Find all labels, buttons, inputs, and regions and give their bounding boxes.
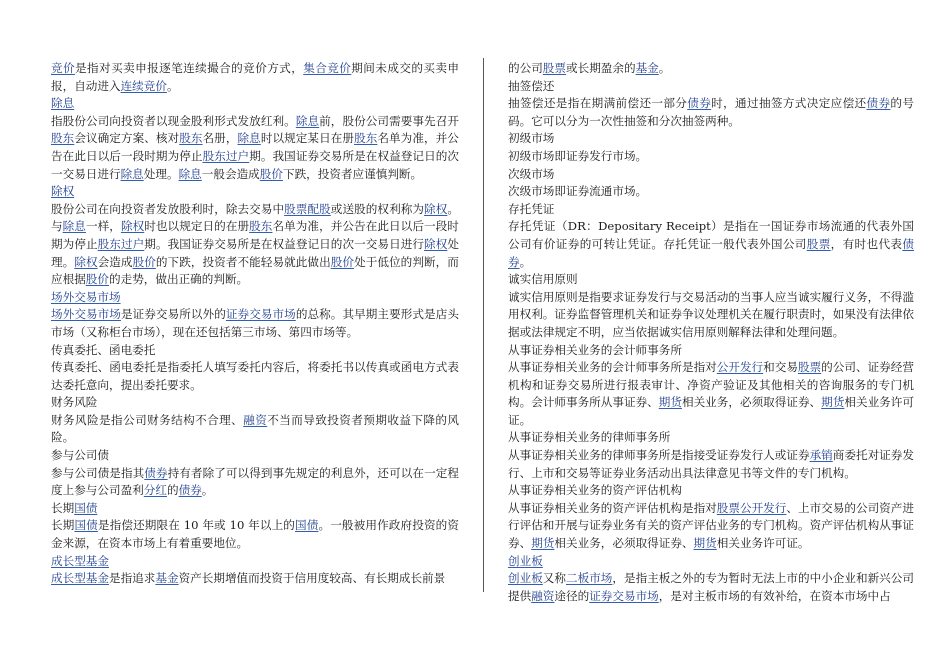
text-run: 参与公司债 [51,448,109,463]
text-run: 期。我国证券交易所是在权益登记日的次一交易日进行 [51,148,459,181]
glossary-entry [51,500,459,553]
glossary-link[interactable]: 股东过户 [97,236,145,251]
text-run: 会造成 [97,254,133,269]
glossary-entry [508,78,914,131]
text-run: 处于低位的判断，而应根据 [51,254,459,287]
entry-definition [508,218,914,271]
entry-term [51,342,459,360]
glossary-entry [508,130,914,165]
entry-term [51,183,459,201]
text-run: 名单为准，并公告在此日以后一段时期为停止 [51,219,459,251]
entry-definition [508,447,914,482]
text-run: 一样， [85,219,121,234]
text-run: 持有者除了可以得到事先规定的利息外，还可以在一定程度上参与公司盈利 [51,465,459,498]
left-column [51,60,459,588]
text-run: 抽签偿还是指在期满前偿还一部分 [508,96,688,111]
text-run: 从事证券相关业务的律师事务所 [508,430,671,445]
text-run: 。一般被用作政府投资的资金来源，在资本市场上有着重要地位。 [51,518,459,551]
continued-definition [51,60,459,95]
text-run: 相关业务，必须取得证券、 [554,536,694,551]
glossary-link[interactable]: 集合竞价 [303,61,352,75]
entry-term [508,166,914,184]
text-run: 、上市交易的公司资产进行评估和开展与证券业务有关的资产评估业务的专门机构。资产评估机构从事证券、 [508,500,914,551]
entry-definition [51,517,459,552]
text-run: 从事证券相关业务的律师事务所是指接受证券发行人或证券 [508,448,810,463]
text-run: 股份公司在向投资者发放股利时，除去交易中 [51,201,285,216]
entry-definition [51,412,459,447]
glossary-link[interactable]: 场外交易市场 [51,307,121,322]
text-run: 诚实信用原则 [508,272,578,287]
text-run: 。 [658,61,671,75]
glossary-link[interactable]: 证券交易市场 [225,307,296,322]
glossary-link[interactable]: 除息 [295,113,320,128]
text-run: 从事证券相关业务的资产评估机构是指对 [508,500,717,515]
text-run: 或送股的权利称为 [330,201,425,216]
text-run: 指股份公司向投资者以现金股利形式发放红利。 [51,113,296,128]
text-run: 长期 [51,500,75,515]
text-run: 会议确定方案、核对 [74,131,180,146]
glossary-entry [51,183,459,289]
glossary-link[interactable]: 除权 [424,201,448,216]
glossary-link[interactable]: 基金 [635,61,659,75]
text-run: 的号码。它可以分为一次性抽签和分次抽签两种。 [508,96,914,128]
text-run: 是指追求 [108,571,156,586]
text-run: 从事证券相关业务的资产评估机构 [508,483,682,498]
glossary-link[interactable]: 除权 [74,254,98,269]
entry-definition [508,148,914,166]
entry-definition [51,306,459,341]
text-run: 的下跌，投资者不能轻易就此做出 [155,254,331,269]
entry-definition [508,95,914,130]
entry-term [508,78,914,96]
glossary-link[interactable]: 债券 [866,96,891,111]
entry-term [51,447,459,465]
text-run: 和交易 [763,360,798,375]
glossary-entry [508,166,914,201]
glossary-link[interactable]: 国债 [295,518,319,533]
entry-term [508,342,914,360]
text-run: 相关业务许可证。 [508,395,914,427]
entry-definition [508,359,914,429]
text-run: 是证券交易所以外的 [120,307,226,322]
glossary-link[interactable]: 除权 [120,219,145,234]
text-run: 是指偿还期限在 10 年或 10 年以上的 [97,518,296,533]
glossary-link[interactable]: 股价 [259,166,283,181]
text-run: 财务风险是指公司财务结构不合理、 [51,412,244,427]
glossary-link[interactable]: 股东过户 [202,148,250,163]
text-run: ，有时也代表 [830,236,903,251]
text-run: 的总称。其早期主要形式是店头市场（又称柜台市场），现在还包括第三市场、第四市场等。 [51,307,459,339]
glossary-link[interactable]: 创业板 [508,553,543,568]
glossary-link[interactable]: 基金 [155,571,179,586]
glossary-entry [51,342,459,395]
text-run: 时以规定某日在册 [260,131,355,146]
text-run: 初级市场即证券发行市场。 [508,148,648,163]
glossary-link[interactable]: 期货 [693,536,717,551]
text-run: 时，通过抽签方式决定应偿还 [711,96,867,111]
text-run: 是指对买卖申报逐笔连续撮合的竞价方式， [75,61,304,75]
text-run: 相关业务许可证。 [716,536,810,551]
glossary-link[interactable]: 债券 [687,96,712,111]
glossary-link[interactable]: 除息 [62,219,86,234]
glossary-link[interactable]: 除息 [120,166,144,181]
glossary-link[interactable]: 证券交易市场 [589,588,659,603]
glossary-link[interactable]: 股票 [797,360,822,375]
entry-definition [51,570,459,588]
entry-definition [51,465,459,500]
glossary-entry [508,429,914,482]
text-run: 的公司 [508,61,543,75]
glossary-link[interactable]: 债券 [144,465,168,480]
glossary-entry [51,95,459,183]
text-run: 。 [166,78,179,93]
glossary-entry [51,289,459,342]
text-run: 传真委托、函电委托 [51,342,156,357]
glossary-link[interactable]: 股票配股 [284,201,331,216]
entry-definition [508,500,914,553]
entry-definition [508,570,914,605]
text-run: 从事证券相关业务的会计师事务所是指对 [508,360,717,375]
text-run: 商委托对证券发行、上市和交易等证券业务活动出具法律意见书等文件的专门机构。 [508,448,914,480]
text-run: 。 [519,254,532,269]
glossary-entry [508,482,914,552]
glossary-link[interactable]: 公开发行 [716,360,764,375]
text-run: 相关业务，必须取得证券、 [681,395,822,410]
glossary-link[interactable]: 期货 [821,395,845,410]
glossary-link[interactable]: 国债 [74,518,98,533]
text-run: ，是对主板市场的有效补给，在资本市场中占 [658,588,891,603]
glossary-link[interactable]: 成长型基金 [51,571,109,586]
glossary-link[interactable]: 股东 [249,219,273,234]
glossary-link[interactable]: 除息 [51,96,75,111]
glossary-link[interactable]: 除息 [178,166,202,181]
glossary-link[interactable]: 期货 [658,395,682,410]
entry-term [508,130,914,148]
text-run: 从事证券相关业务的会计师事务所 [508,342,682,357]
glossary-entry [51,447,459,500]
glossary-link[interactable]: 竞价 [51,61,76,75]
glossary-link[interactable]: 融资 [243,412,268,427]
text-run: 途径的 [554,588,590,603]
text-run: 一般会造成 [201,166,260,181]
entry-term [508,201,914,219]
glossary-entry [508,553,914,606]
text-run: 参与公司债是指其 [51,465,145,480]
text-run: 名单为准，并公告在此日以后一段时期为停止 [51,131,459,163]
glossary-link[interactable]: 场外交易市场 [51,289,121,304]
glossary-entry [508,201,914,271]
text-run: 的公司、证券经营机构和证券交易所进行报表审计、净资产验证及其他相关的咨询服务的专门机构。会计师事务所从事证券、 [508,360,914,410]
text-run: 或长期盈余的 [566,61,636,75]
glossary-link[interactable]: 国债 [74,500,98,515]
text-run: 的走势，做出正确的判断。 [109,272,249,287]
entry-definition [51,359,459,394]
glossary-link[interactable]: 连续竞价 [120,78,167,93]
text-run: 时也以规定日的在册 [144,219,250,234]
glossary-entry [508,342,914,430]
entry-definition [51,201,459,289]
text-run: 下跌，投资者应谨慎判断。 [282,166,423,181]
glossary-link[interactable]: 股东 [354,131,378,146]
text-run: 次级市场即证券流通市场。 [508,184,648,199]
text-run: 传真委托、函电委托是指委托人填写委托内容后，将委托书以传真或函电方式表达委托意向，提出委托要求。 [51,360,459,392]
glossary-link[interactable]: 股东 [51,131,75,146]
entry-term [51,289,459,307]
entry-definition [508,183,914,201]
text-run: 存托凭证 [508,201,555,216]
entry-term [508,271,914,289]
continued-definition [508,60,914,78]
glossary-entry [51,553,459,588]
text-run: 次级市场 [508,166,555,181]
entry-term [508,482,914,500]
text-run: 处理。 [51,236,459,269]
text-run: 期间未成交的买卖申报，自动进入 [51,61,459,93]
text-run: 的 [166,483,179,498]
glossary-link[interactable]: 除权 [51,184,75,199]
glossary-link[interactable]: 股票 [542,61,566,75]
text-run: 名册， [202,131,238,146]
text-run: 。 [201,483,214,498]
text-run: 。与 [51,201,459,234]
text-run: 处理。 [143,166,179,181]
glossary-link[interactable]: 成长型基金 [51,553,109,568]
glossary-link[interactable]: 债券 [508,236,914,269]
text-run: 存托凭证（DR：Depositary Receipt）是指在一国证券市场流通的代表外国公司有价证券的可转让凭证。存托凭证一般代表外国公司 [508,219,914,251]
entry-term [51,95,459,113]
glossary-link[interactable]: 期货 [531,536,555,551]
text-run: 期。我国证券交易所是在权益登记日的次一交易日进行 [144,236,425,251]
entry-term [508,429,914,447]
entry-definition [51,113,459,183]
entry-term [51,553,459,571]
glossary-link[interactable]: 股票 [806,236,831,251]
entry-definition [508,289,914,342]
text-run: 不当而导致投资者预期收益下降的风险。 [51,412,459,445]
glossary-link[interactable]: 除息 [237,131,261,146]
glossary-link[interactable]: 融资 [531,588,555,603]
glossary-link[interactable]: 股价 [85,272,109,287]
glossary-link[interactable]: 股价 [132,254,156,269]
entry-term [51,500,459,518]
glossary-link[interactable]: 债券 [178,483,202,498]
text-run: 资产长期增值而投资于信用度较高、有长期成长前景 [178,571,446,586]
text-run: 又称 [542,571,566,586]
text-run: ，是指主板之外的专为暂时无法上市的中小企业和新兴公司提供 [508,571,914,603]
glossary-link[interactable]: 创业板 [508,571,543,586]
column-divider [483,58,484,592]
glossary-link[interactable]: 除权 [424,236,448,251]
entry-term [508,553,914,571]
glossary-link[interactable]: 股票公开发行 [716,500,787,515]
text-run: 长期 [51,518,75,533]
text-run: 抽签偿还 [508,78,555,93]
glossary-entry [51,394,459,447]
entry-term [51,394,459,412]
glossary-link[interactable]: 承销 [809,448,833,463]
text-run: 前，股份公司需要事先召开 [319,113,459,128]
glossary-entry [508,271,914,341]
glossary-link[interactable]: 二板市场 [566,571,613,586]
glossary-link[interactable]: 股东 [179,131,203,146]
text-run: 初级市场 [508,131,555,146]
text-run: 诚实信用原则是指要求证券发行与交易活动的当事人应当诚实履行义务，不得滥用权利。证券监督管理机关和证券争议处理机关在履行职责时，如果没有法律依据或法律规定不明，应当依据诚实信用原则解释法律和处理问题。 [508,289,914,339]
right-column [508,60,914,605]
text-run: 财务风险 [51,395,98,410]
glossary-link[interactable]: 分红 [143,483,167,498]
glossary-link[interactable]: 股价 [330,254,355,269]
